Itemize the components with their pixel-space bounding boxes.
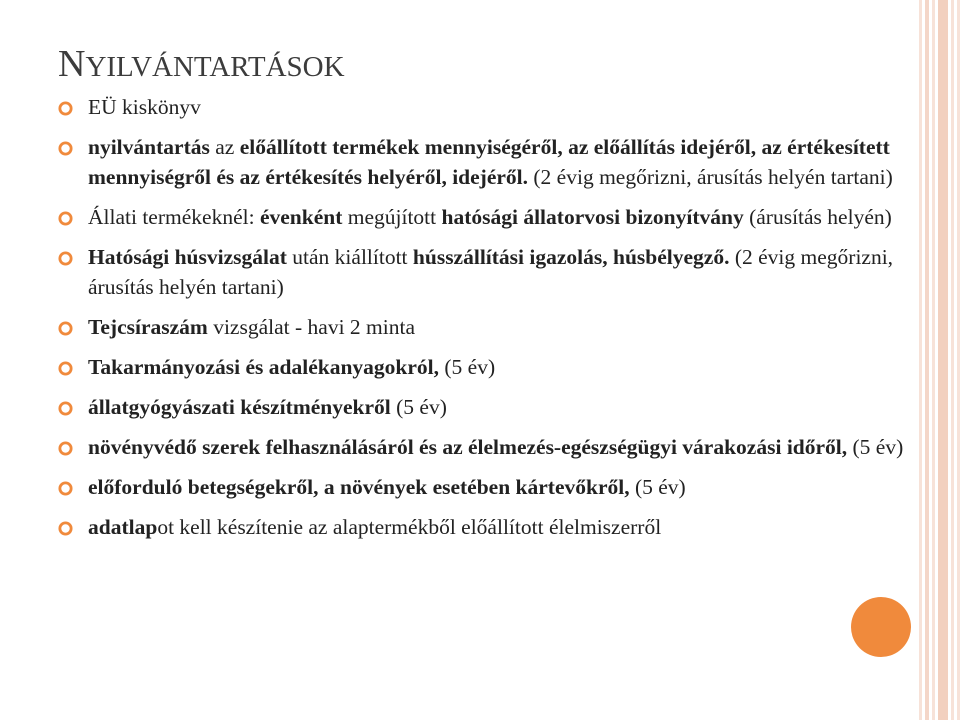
bullet-text: Állati termékeknél: — [88, 205, 260, 229]
stripe — [919, 0, 922, 720]
title-rest: YILVÁNTARTÁSOK — [85, 51, 345, 83]
bullet-text: Hatósági húsvizsgálat — [88, 245, 287, 269]
orange-ring-bullet-icon — [58, 401, 73, 416]
orange-ring-bullet-icon — [58, 141, 73, 156]
bullet-text: állatgyógyászati készítményekről — [88, 395, 391, 419]
slide-title — [58, 42, 345, 89]
bullet-text: (2 évig megőrizni, árusítás helyén tartani) — [88, 245, 894, 299]
bullet-text: megújított — [342, 205, 442, 229]
bullet-text: évenként — [259, 205, 343, 229]
stripe — [932, 0, 935, 720]
bullet-text: EÜ kiskönyv — [88, 95, 201, 119]
bullet-item-takarmanyozasi — [58, 352, 918, 382]
bullet-text: hatósági állatorvosi bizonyítvány — [441, 205, 744, 229]
orange-ring-bullet-icon — [58, 251, 73, 266]
bullet-text: Tejcsíraszám — [88, 315, 208, 339]
bullet-text: előforduló betegségekről, a növények esetében kártevőkről, — [88, 475, 630, 499]
title-first-letter: N — [58, 43, 86, 85]
bullet-text: (2 évig megőrizni, árusítás helyén tartani) — [528, 165, 893, 189]
bullet-text: vizsgálat - havi 2 minta — [207, 315, 416, 339]
bullet-item-nyilvantartas — [58, 132, 918, 192]
bullet-text: (5 év) — [629, 475, 686, 499]
orange-ring-bullet-icon — [58, 441, 73, 456]
bullet-item-allatgyogyaszati — [58, 392, 918, 422]
bullet-text: az — [209, 135, 240, 159]
orange-ring-bullet-icon — [58, 521, 73, 536]
bullet-text: növényvédő szerek felhasználásáról és az élelmezés-egészségügyi várakozási időről, — [88, 435, 848, 459]
orange-ring-bullet-icon — [58, 101, 73, 116]
orange-ring-bullet-icon — [58, 361, 73, 376]
bullet-text: hússzállítási igazolás, húsbélyegző. — [412, 245, 730, 269]
bullet-text: (5 év) — [390, 395, 447, 419]
bullet-item-adatlap — [58, 512, 918, 542]
decorative-stripes — [916, 0, 960, 720]
stripe — [951, 0, 955, 720]
bullet-text: (5 év) — [439, 355, 496, 379]
stripe — [938, 0, 947, 720]
bullet-item-eloforduló — [58, 472, 918, 502]
bullet-text: (5 év) — [847, 435, 904, 459]
bullet-item-eu-kiskonyv — [58, 92, 918, 122]
bullet-text: után kiállított — [286, 245, 413, 269]
stripe — [925, 0, 930, 720]
bullet-text: nyilvántartás — [88, 135, 210, 159]
orange-circle-decoration — [851, 597, 911, 657]
bullet-item-tejcsiraszam — [58, 312, 918, 342]
bullet-text: Takarmányozási és adalékanyagokról, — [88, 355, 440, 379]
orange-ring-bullet-icon — [58, 211, 73, 226]
bullet-text: (árusítás helyén) — [743, 205, 892, 229]
bullet-text: ot kell készítenie az alaptermékből előállított élelmiszerről — [157, 515, 662, 539]
bullet-list — [58, 92, 918, 552]
bullet-item-allati-termekek — [58, 202, 918, 232]
bullet-text: előállított termékek mennyiségéről, az előállítás idejéről, az értékesített mennyiségről és az értékesítés helyéről, idejéről. — [88, 135, 890, 189]
orange-ring-bullet-icon — [58, 321, 73, 336]
orange-ring-bullet-icon — [58, 481, 73, 496]
bullet-text: adatlap — [88, 515, 158, 539]
bullet-item-novenyvedo — [58, 432, 918, 462]
bullet-item-husvizsgalat — [58, 242, 918, 302]
